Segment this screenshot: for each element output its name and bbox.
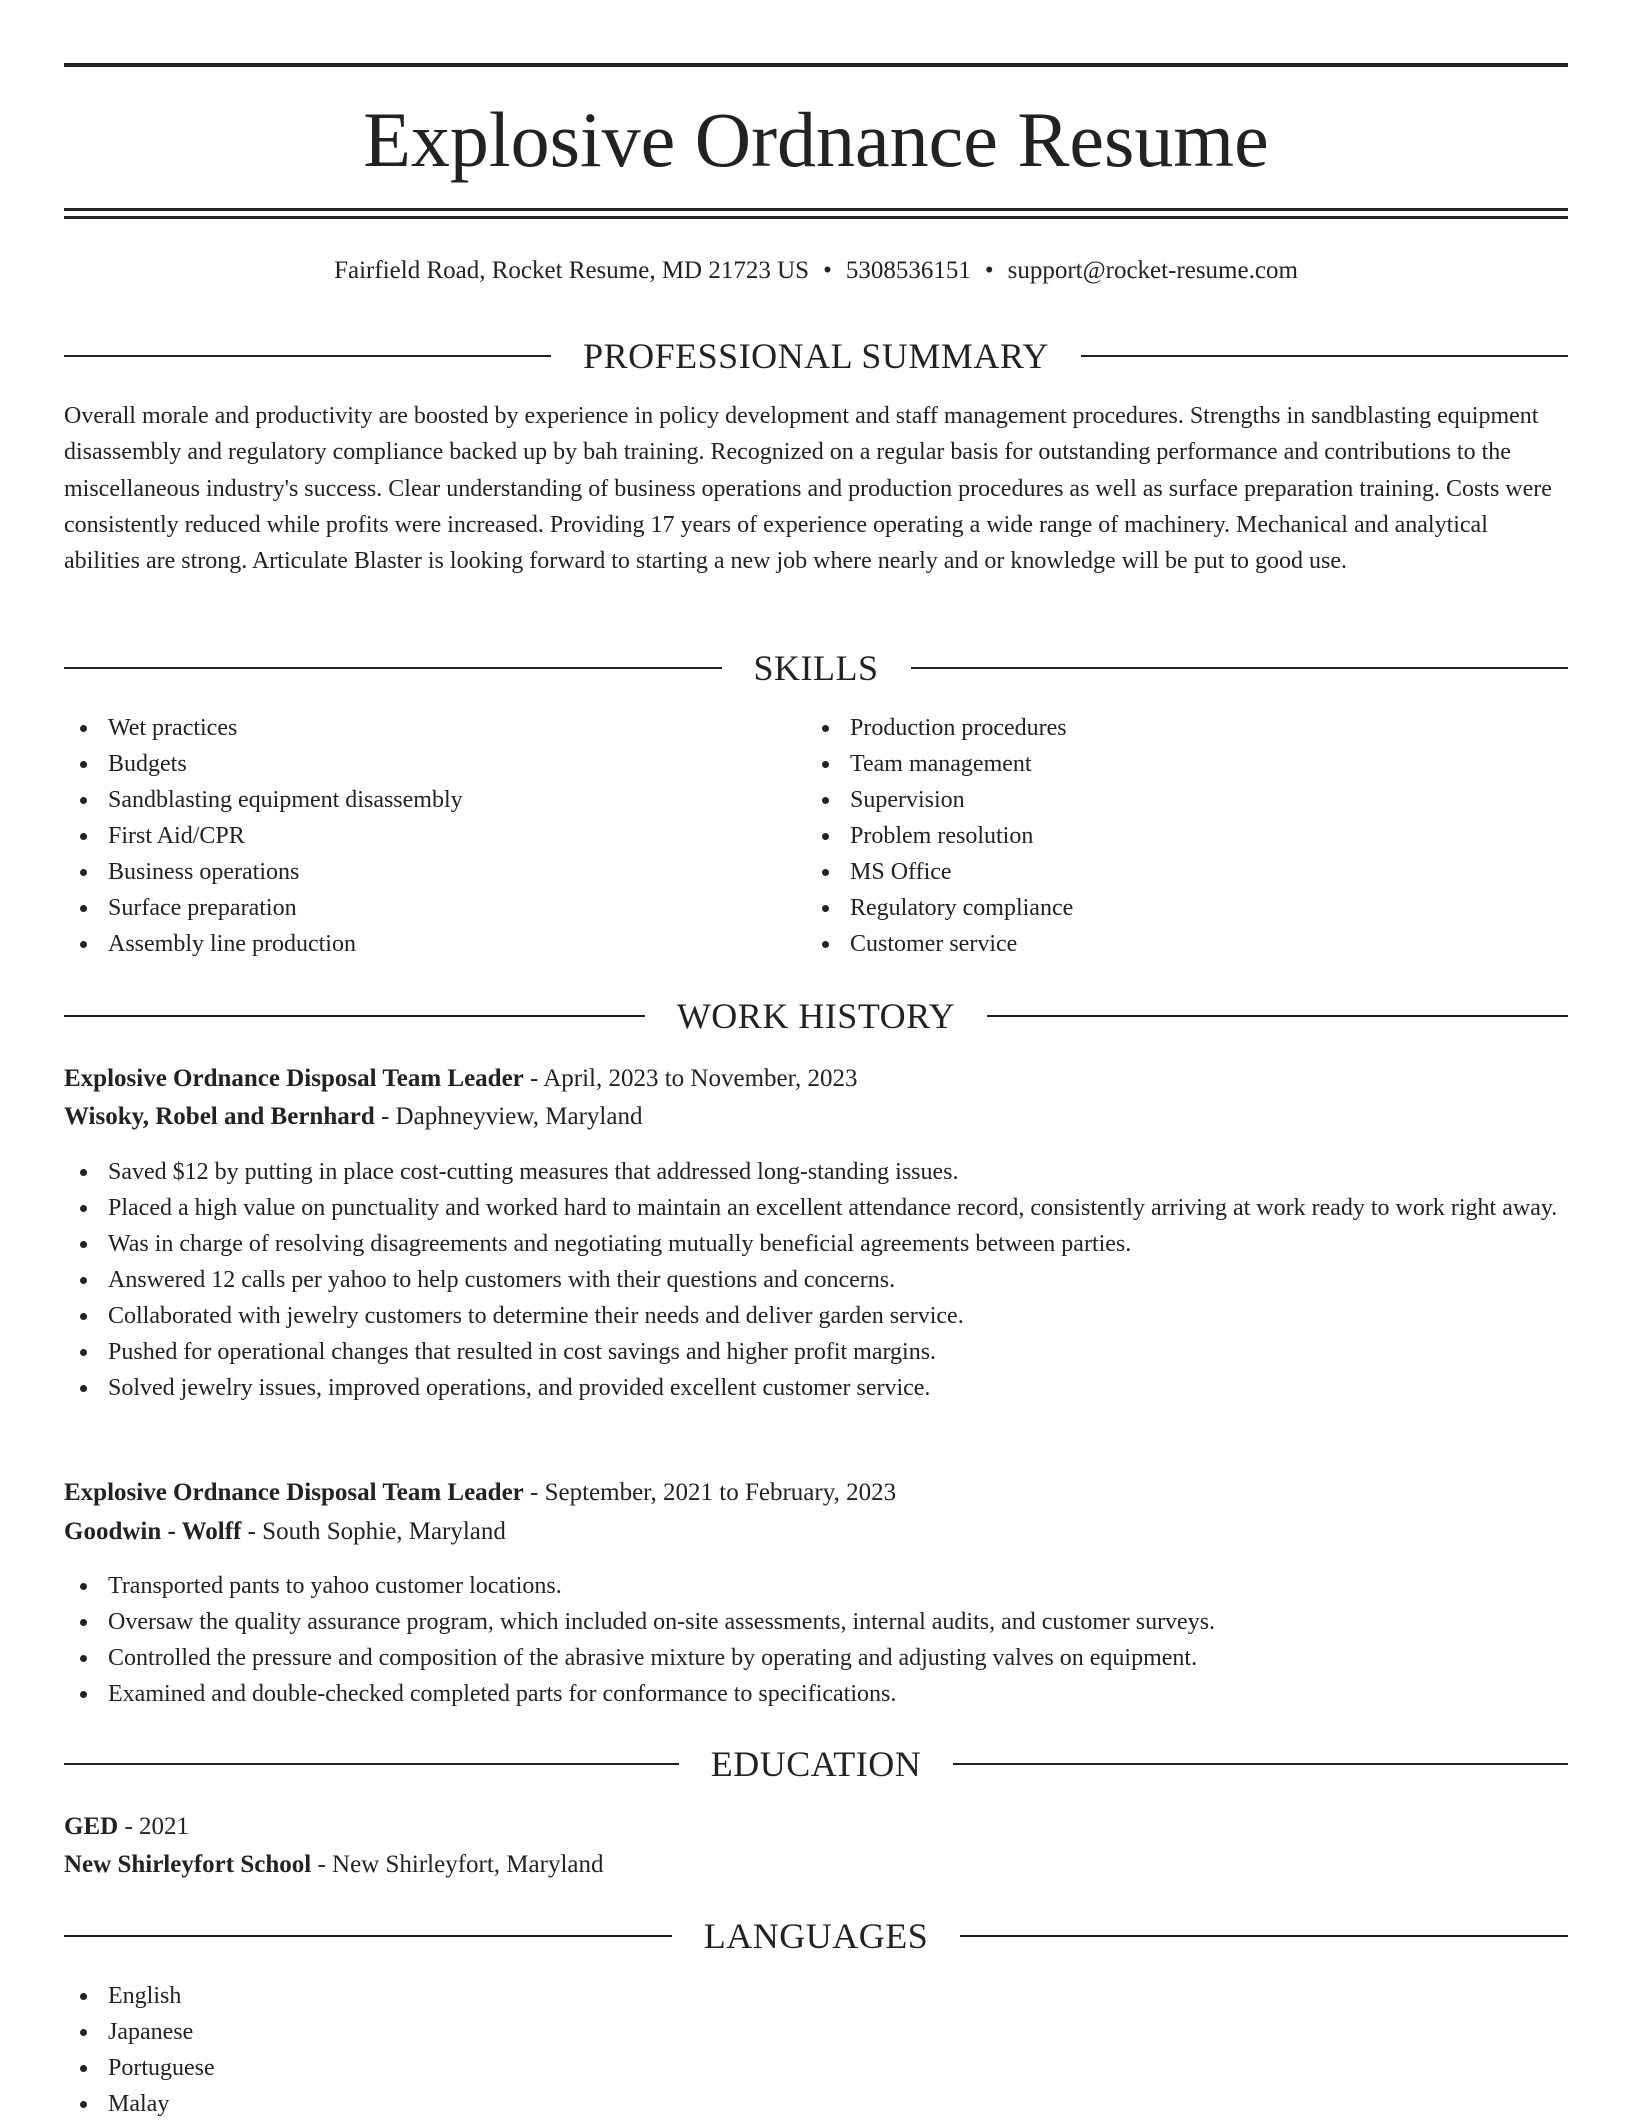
contact-email: support@rocket-resume.com — [1007, 257, 1298, 284]
education-degree: GED — [64, 1813, 119, 1840]
skill-item: MS Office — [806, 854, 1546, 890]
job-title: Explosive Ordnance Disposal Team Leader — [64, 1479, 524, 1506]
skill-item: Surface preparation — [64, 890, 804, 926]
skills-list-right — [806, 710, 1546, 962]
heading-rule-left — [64, 667, 722, 669]
heading-rule-left — [64, 1935, 672, 1937]
heading-rule-right — [1081, 355, 1568, 357]
skill-item: Business operations — [64, 854, 804, 890]
job-bullet: Solved jewelry issues, improved operations, and provided excellent customer service. — [64, 1370, 1568, 1406]
heading-rule-right — [953, 1763, 1568, 1765]
skills-heading — [64, 644, 1568, 692]
job-2-title-line — [64, 1474, 1568, 1512]
resume-title: Explosive Ordnance Resume — [363, 96, 1269, 183]
job-bullet: Transported pants to yahoo customer locations. — [64, 1568, 1568, 1604]
job-bullet: Controlled the pressure and composition of the abrasive mixture by operating and adjusting valves on equipment. — [64, 1640, 1568, 1676]
skill-item: First Aid/CPR — [64, 818, 804, 854]
top-rule — [64, 63, 1568, 67]
job-location: - Daphneyview, Maryland — [374, 1103, 643, 1130]
job-location: - South Sophie, Maryland — [241, 1518, 506, 1545]
languages-heading-label: LANGUAGES — [703, 1916, 929, 1956]
work-heading-label: WORK HISTORY — [676, 996, 956, 1036]
job-company: Goodwin - Wolff — [64, 1518, 242, 1545]
job-bullet: Answered 12 calls per yahoo to help customers with their questions and concerns. — [64, 1262, 1568, 1298]
language-item: Portuguese — [64, 2050, 215, 2086]
languages-list — [64, 1978, 215, 2122]
skill-item: Problem resolution — [806, 818, 1546, 854]
education-location: - New Shirleyfort, Maryland — [311, 1851, 604, 1878]
skill-item: Sandblasting equipment disassembly — [64, 782, 804, 818]
summary-heading-label: PROFESSIONAL SUMMARY — [583, 336, 1049, 376]
contact-phone: 5308536151 — [845, 257, 971, 284]
skill-item: Production procedures — [806, 710, 1546, 746]
language-item: Japanese — [64, 2014, 215, 2050]
job-bullet: Collaborated with jewelry customers to determine their needs and deliver garden service. — [64, 1298, 1568, 1334]
job-1-bullets — [64, 1154, 1568, 1406]
work-heading — [64, 992, 1568, 1040]
job-bullet: Was in charge of resolving disagreements and negotiating mutually beneficial agreements between parties. — [64, 1226, 1568, 1262]
skill-item: Wet practices — [64, 710, 804, 746]
skill-item: Customer service — [806, 926, 1546, 962]
contact-address: Fairfield Road, Rocket Resume, MD 21723 US — [334, 257, 810, 284]
skill-item: Assembly line production — [64, 926, 804, 962]
heading-rule-left — [64, 1763, 679, 1765]
job-bullet: Pushed for operational changes that resulted in cost savings and higher profit margins. — [64, 1334, 1568, 1370]
education-school: New Shirleyfort School — [64, 1851, 312, 1878]
job-bullet: Oversaw the quality assurance program, which included on-site assessments, internal audits, and customer surveys. — [64, 1604, 1568, 1640]
title-rule-lower — [64, 216, 1568, 219]
job-dates: - April, 2023 to November, 2023 — [523, 1065, 858, 1092]
job-1-company-line — [64, 1098, 1568, 1136]
contact-separator: • — [984, 257, 994, 284]
summary-text: Overall morale and productivity are boosted by experience in policy development and staff management procedures. Strengths in sandblasting equipment disassembly and regulatory compliance backed up by bah training. Recognized on a regular basis for outstanding performance and contributions to the miscellaneous industry's success. Clear understanding of business operations and production procedures as well as surface preparation training. Costs were consistently reduced while profits were increased. Providing 17 years of experience operating a wide range of machinery. Mechanical and analytical abilities are strong. Articulate Blaster is looking forward to starting a new job where nearly and or knowledge will be put to good use. — [64, 403, 1552, 575]
skills-heading-label: SKILLS — [753, 648, 879, 688]
heading-rule-right — [911, 667, 1569, 669]
title-rule-upper — [64, 208, 1568, 211]
heading-rule-left — [64, 355, 551, 357]
contact-line — [64, 252, 1568, 290]
skill-item: Supervision — [806, 782, 1546, 818]
summary-heading — [64, 332, 1568, 380]
skill-item: Budgets — [64, 746, 804, 782]
skill-item: Team management — [806, 746, 1546, 782]
job-bullet: Placed a high value on punctuality and worked hard to maintain an excellent attendance record, consistently arriving at work ready to work right away. — [64, 1190, 1568, 1226]
languages-heading — [64, 1912, 1568, 1960]
heading-rule-right — [987, 1015, 1568, 1017]
job-title: Explosive Ordnance Disposal Team Leader — [64, 1065, 524, 1092]
job-dates: - September, 2021 to February, 2023 — [523, 1479, 897, 1506]
education-heading — [64, 1740, 1568, 1788]
education-degree-line — [64, 1808, 1568, 1846]
job-bullet: Examined and double-checked completed parts for conformance to specifications. — [64, 1676, 1568, 1712]
skill-item: Regulatory compliance — [806, 890, 1546, 926]
education-school-line — [64, 1846, 1568, 1884]
contact-separator: • — [823, 257, 832, 284]
education-heading-label: EDUCATION — [710, 1744, 922, 1784]
job-1-title-line — [64, 1060, 1568, 1098]
skills-list-left — [64, 710, 804, 962]
heading-rule-left — [64, 1015, 645, 1017]
job-company: Wisoky, Robel and Bernhard — [64, 1103, 375, 1130]
job-2-bullets — [64, 1568, 1568, 1712]
language-item: Malay — [64, 2086, 215, 2122]
heading-rule-right — [960, 1935, 1568, 1937]
language-item: English — [64, 1978, 215, 2014]
education-year: - 2021 — [118, 1813, 190, 1840]
job-bullet: Saved $12 by putting in place cost-cutting measures that addressed long-standing issues. — [64, 1154, 1568, 1190]
job-2-company-line — [64, 1513, 1568, 1551]
